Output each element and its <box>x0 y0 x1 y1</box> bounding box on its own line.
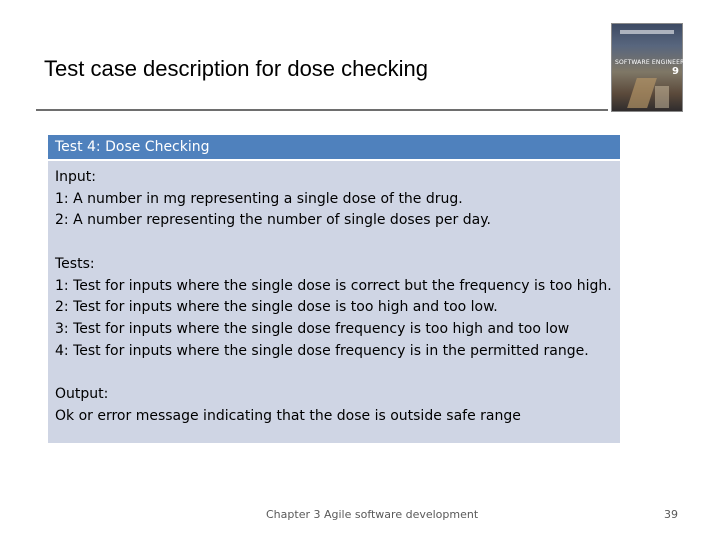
output-heading: Output: <box>55 386 109 402</box>
book-cover-title: SOFTWARE ENGINEERING <box>615 59 696 66</box>
input-section <box>55 167 613 232</box>
input-line: 2: A number representing the number of single doses per day. <box>55 212 491 229</box>
slide-title: Test case description for dose checking <box>44 56 428 81</box>
slide-footer: Chapter 3 Agile software development <box>266 508 479 521</box>
table-body <box>48 161 620 443</box>
input-heading: Input: <box>55 169 96 185</box>
title-divider <box>36 109 608 111</box>
cover-strip <box>620 30 674 34</box>
book-cover-edition: 9 <box>672 66 679 77</box>
tests-line: 4: Test for inputs where the single dose frequency is in the permitted range. <box>55 342 589 359</box>
table-header: Test 4: Dose Checking <box>48 135 620 161</box>
tests-line: 2: Test for inputs where the single dose is too high and too low. <box>55 299 498 316</box>
test-case-table <box>48 135 620 443</box>
page-number: 39 <box>664 508 678 521</box>
tests-section <box>55 254 613 363</box>
cover-building-shape <box>627 78 657 108</box>
tests-heading: Tests: <box>55 255 95 272</box>
input-line: 1: A number in mg representing a single dose of the drug. <box>55 190 463 207</box>
output-section <box>55 384 613 427</box>
tests-line: 3: Test for inputs where the single dose frequency is too high and too low <box>55 320 570 337</box>
output-line: Ok or error message indicating that the dose is outside safe range <box>55 407 521 424</box>
tests-line: 1: Test for inputs where the single dose is correct but the frequency is too high. <box>55 277 612 294</box>
book-cover-image <box>611 23 696 112</box>
cover-building-shape-2 <box>655 86 669 108</box>
